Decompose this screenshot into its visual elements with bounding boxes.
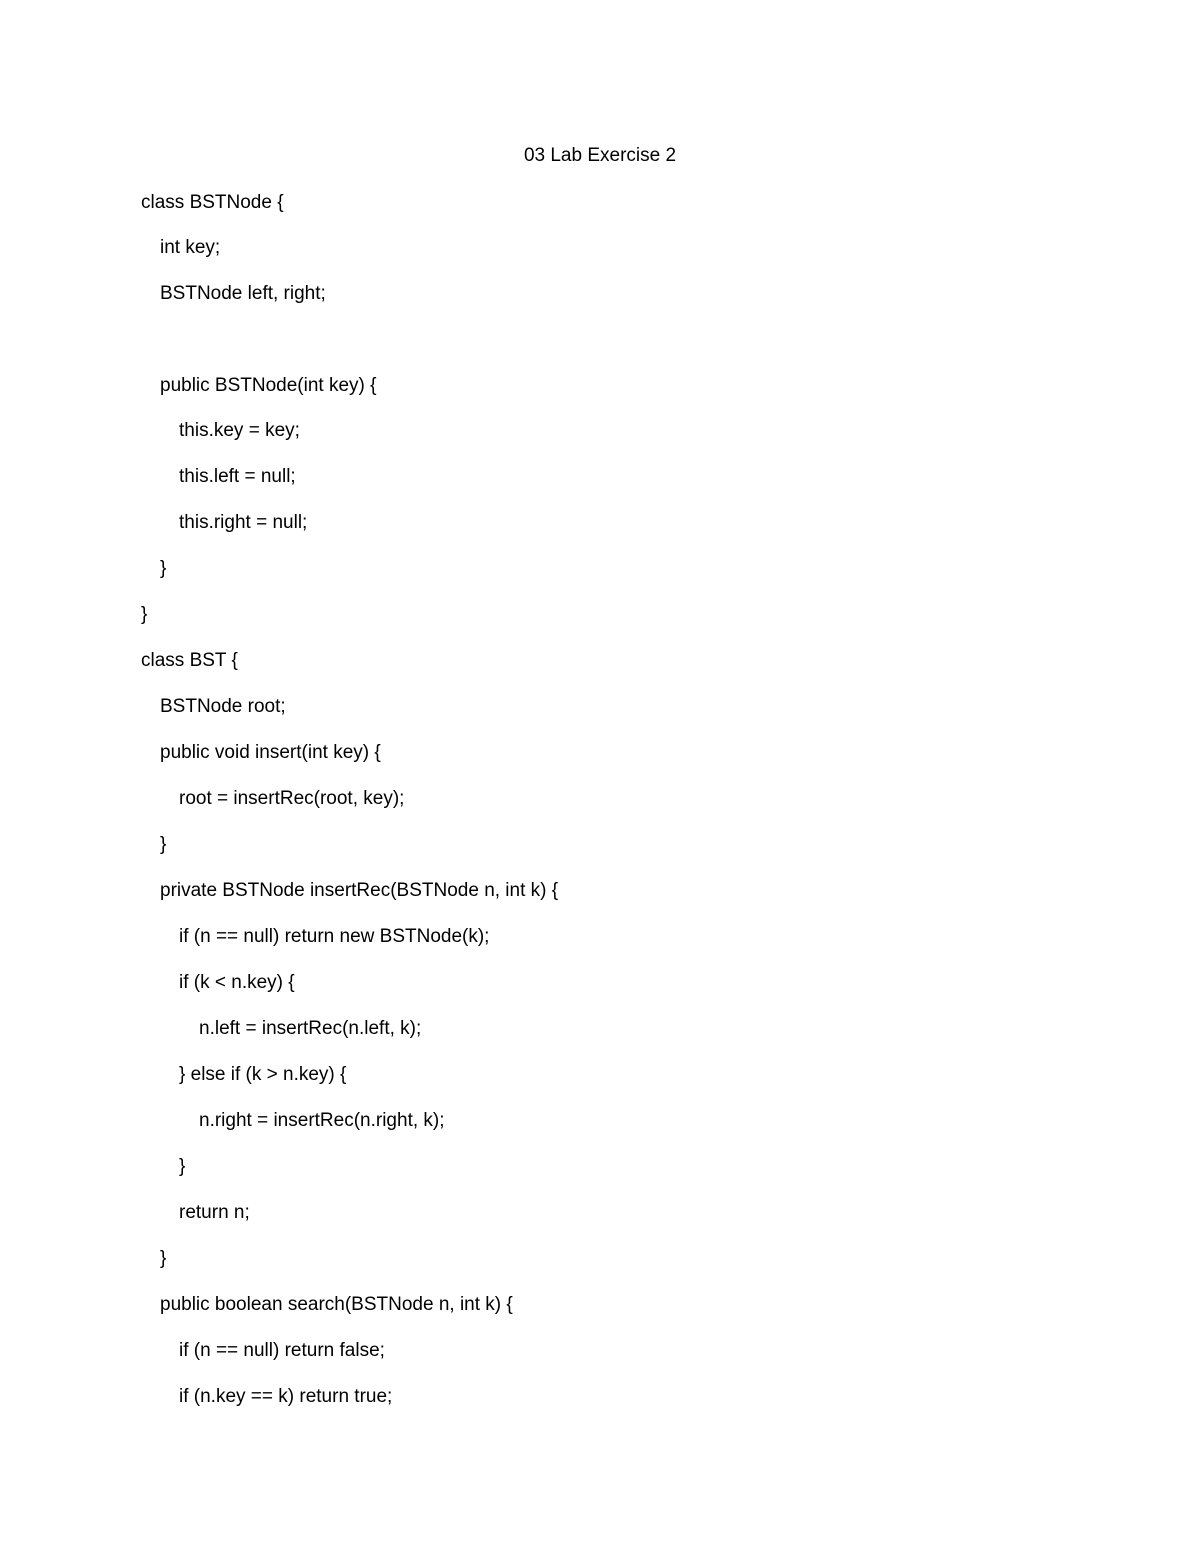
code-line: BSTNode root;	[160, 696, 286, 717]
code-line: }	[179, 1156, 186, 1177]
code-line: this.key = key;	[179, 420, 300, 441]
code-line: }	[141, 604, 148, 625]
code-line: this.left = null;	[179, 466, 296, 487]
code-line: public void insert(int key) {	[160, 742, 381, 763]
code-line: this.right = null;	[179, 512, 308, 533]
code-line: }	[160, 1248, 167, 1269]
code-line: BSTNode left, right;	[160, 283, 326, 304]
code-line: return n;	[179, 1202, 250, 1223]
code-line: if (n == null) return new BSTNode(k);	[179, 926, 490, 947]
code-line: root = insertRec(root, key);	[179, 788, 405, 809]
code-line: class BST {	[141, 650, 238, 671]
code-line: }	[160, 834, 167, 855]
code-line: }	[160, 558, 167, 579]
code-line: n.left = insertRec(n.left, k);	[199, 1018, 422, 1039]
code-line: if (k < n.key) {	[179, 972, 295, 993]
code-line: n.right = insertRec(n.right, k);	[199, 1110, 445, 1131]
code-line: int key;	[160, 237, 221, 258]
code-line: if (n.key == k) return true;	[179, 1386, 393, 1407]
code-line: class BSTNode {	[141, 192, 284, 213]
code-line: public boolean search(BSTNode n, int k) {	[160, 1294, 513, 1315]
code-line: public BSTNode(int key) {	[160, 375, 377, 396]
code-line: } else if (k > n.key) {	[179, 1064, 347, 1085]
code-line: if (n == null) return false;	[179, 1340, 385, 1361]
code-line: private BSTNode insertRec(BSTNode n, int k) {	[160, 880, 559, 901]
document-title: 03 Lab Exercise 2	[523, 145, 677, 166]
